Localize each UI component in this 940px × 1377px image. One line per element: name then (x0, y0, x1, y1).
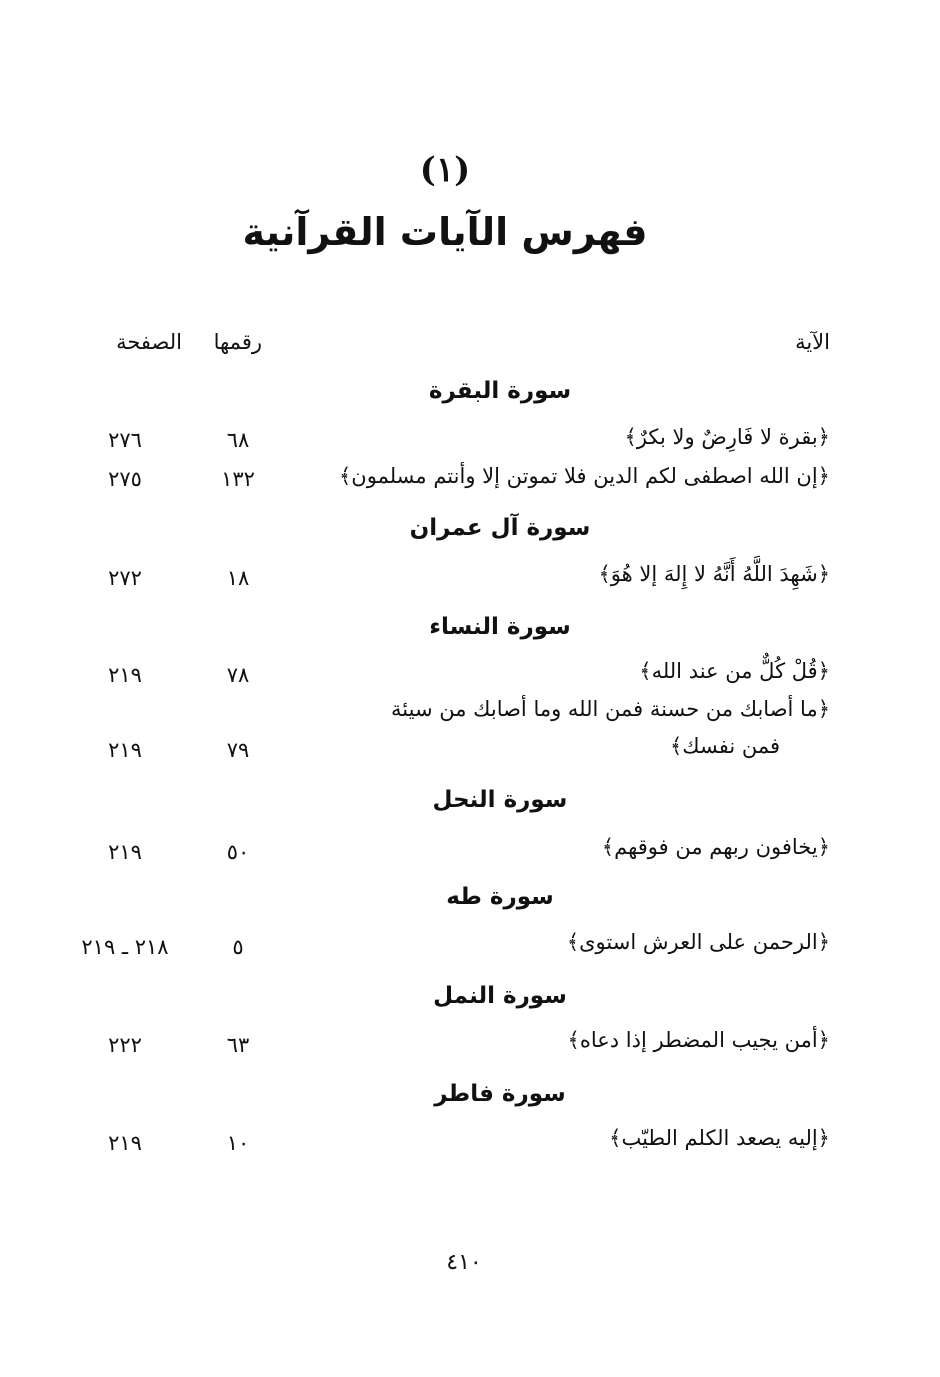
verse-number: ٥ (232, 935, 244, 959)
page-reference: ٢٧٥ (108, 467, 142, 491)
page-reference: ٢١٩ (108, 663, 142, 687)
verse-number: ٦٨ (226, 428, 250, 452)
column-header-verse: الآية (795, 330, 830, 354)
surah-heading: سورة النساء (429, 614, 571, 640)
column-header-page: الصفحة (116, 330, 182, 354)
surah-heading: سورة آل عمران (409, 515, 591, 541)
verse-text: ﴿قُلْ كُلٌّ من عند الله﴾ (639, 659, 830, 683)
surah-heading: سورة طه (446, 884, 554, 910)
surah-heading: سورة النحل (432, 787, 568, 813)
verse-text-continuation: فمن نفسك﴾ (669, 734, 780, 758)
page-reference: ٢١٩ (108, 738, 142, 762)
section-number: (١) (419, 150, 471, 190)
page-reference: ٢١٨ ـ ٢١٩ (81, 935, 169, 959)
surah-heading: سورة فاطر (434, 1081, 566, 1107)
surah-heading: سورة البقرة (428, 378, 572, 404)
page-reference: ٢٧٢ (108, 566, 142, 590)
verse-text: ﴿ما أصابك من حسنة فمن الله وما أصابك من سيئة (391, 697, 830, 721)
verse-text: ﴿إليه يصعد الكلم الطيّب﴾ (609, 1126, 830, 1150)
verse-text: ﴿إن الله اصطفى لكم الدين فلا تموتن إلا وأنتم مسلمون﴾ (339, 464, 830, 488)
verse-number: ٧٩ (226, 738, 250, 762)
column-header-number: رقمها (213, 330, 262, 354)
verse-number: ١٠ (226, 1131, 250, 1155)
verse-text: ﴿بقرة لا فَارِضٌ ولا بكرٌ﴾ (624, 425, 830, 449)
page-reference: ٢١٩ (108, 840, 142, 864)
page-title: فهرس الآيات القرآنية (242, 210, 648, 254)
page-reference: ٢١٩ (108, 1131, 142, 1155)
verse-text: ﴿شَهِدَ اللَّهُ أَنَّهُ لا إِلهَ إلا هُوَ﴾ (598, 562, 830, 586)
verse-number: ١٨ (226, 566, 250, 590)
verse-number: ٥٠ (226, 840, 250, 864)
surah-heading: سورة النمل (433, 983, 567, 1009)
verse-number: ٧٨ (226, 663, 250, 687)
verse-text: ﴿الرحمن على العرش استوى﴾ (566, 930, 830, 954)
page-reference: ٢٧٦ (108, 428, 142, 452)
verse-number: ٦٣ (226, 1033, 250, 1057)
verse-text: ﴿يخافون ربهم من فوقهم﴾ (601, 835, 830, 859)
page-reference: ٢٢٢ (108, 1033, 142, 1057)
page-number: ٤١٠ (446, 1250, 482, 1275)
verse-text: ﴿أمن يجيب المضطر إذا دعاه﴾ (567, 1028, 830, 1052)
verse-number: ١٣٢ (221, 467, 255, 491)
